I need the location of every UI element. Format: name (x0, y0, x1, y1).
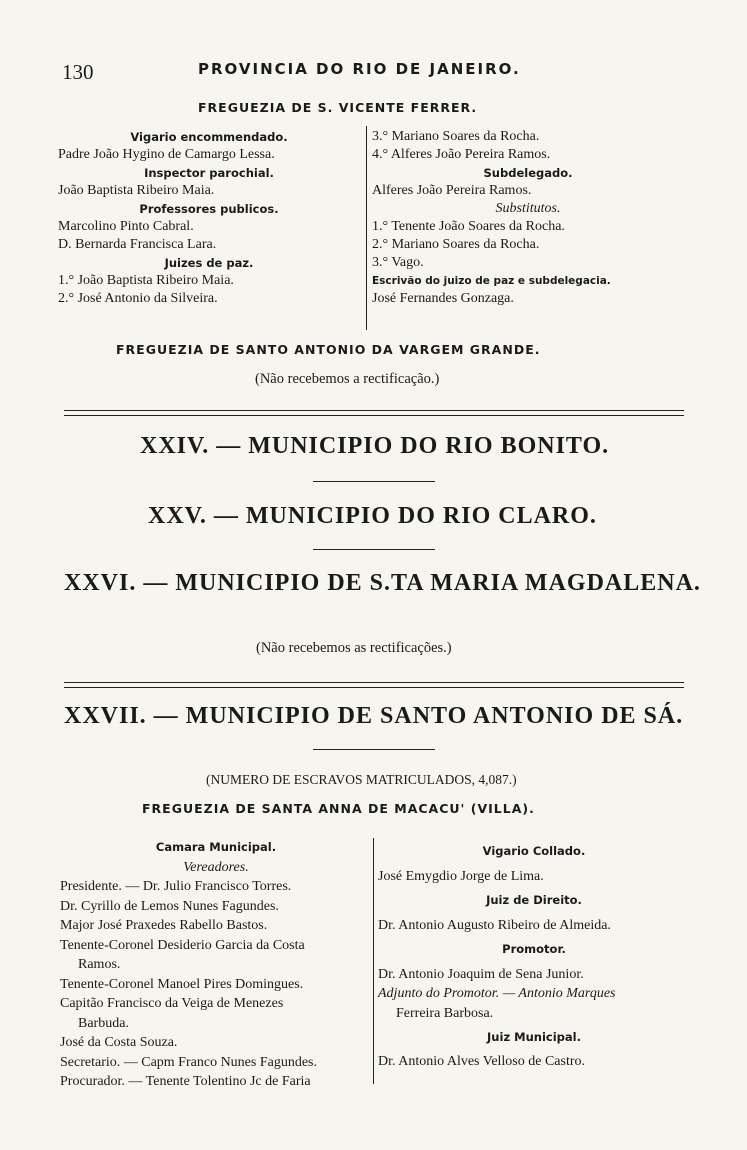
section-heading: Escrivão do juizo de paz e subdelegacia. (372, 275, 611, 287)
section-heading: Juizes de paz. (164, 256, 254, 270)
municipio-note: (Não recebemos as rectificações.) (256, 640, 452, 656)
double-rule-bottom (64, 415, 684, 416)
municipio-title-rio-claro: XXV. — MUNICIPIO DO RIO CLARO. (148, 503, 597, 529)
section-heading: Promotor. (502, 942, 566, 956)
entry: Major José Praxedes Rabello Bastos. (60, 918, 268, 933)
municipio-title-santa-maria-magdalena: XXVI. — MUNICIPIO DE S.TA MARIA MAGDALENA. (64, 570, 701, 596)
entry: 1.° João Baptista Ribeiro Maia. (58, 273, 234, 288)
section-heading: Professores publicos. (139, 202, 279, 216)
entry: D. Bernarda Francisca Lara. (58, 237, 217, 252)
municipio-title-santo-antonio-de-sa: XXVII. — MUNICIPIO DE SANTO ANTONIO DE SÁ. (64, 703, 684, 729)
entry: Procurador. — Tenente Tolentino Jc de Faria (60, 1074, 311, 1089)
entry: 3.° Vago. (372, 255, 424, 270)
section-heading: Vigario encommendado. (130, 130, 288, 144)
short-rule (313, 549, 435, 550)
column-divider (366, 126, 367, 330)
parish-title-sao-vicente: FREGUEZIA DE S. VICENTE FERRER. (198, 100, 478, 115)
entry: José da Costa Souza. (60, 1035, 178, 1050)
column-divider (373, 838, 374, 1084)
entry: Alferes João Pereira Ramos. (372, 183, 532, 198)
section-heading: Camara Municipal. (155, 840, 277, 854)
page-number: 130 (62, 60, 94, 84)
section-heading: Inspector parochial. (144, 166, 274, 180)
section-heading: Subdelegado. (483, 166, 573, 180)
entry: Dr. Antonio Joaquim de Sena Junior. (378, 966, 584, 982)
entry: Ferreira Barbosa. (396, 1005, 494, 1021)
entry: 4.° Alferes João Pereira Ramos. (372, 147, 551, 162)
entry: Secretario. — Capm Franco Nunes Fagundes. (60, 1054, 317, 1070)
double-rule-bottom (64, 687, 684, 688)
parish3-right-column (378, 838, 690, 1071)
entry: José Fernandes Gonzaga. (372, 291, 514, 306)
entry: Adjunto do Promotor. — Antonio Marques (378, 986, 616, 1001)
entry: Presidente. — Dr. Julio Francisco Torres. (60, 879, 292, 894)
section-heading: Vereadores. (183, 859, 249, 875)
section-heading: Substitutos. (495, 201, 561, 216)
parish-title-santa-anna-de-macacu: FREGUEZIA DE SANTA ANNA DE MACACU' (VILLA). (142, 801, 535, 816)
entry: 2.° José Antonio da Silveira. (58, 291, 218, 306)
entry: Dr. Cyrillo de Lemos Nunes Fagundes. (60, 898, 279, 914)
section-heading: Juiz Municipal. (487, 1030, 581, 1044)
municipio-title-rio-bonito: XXIV. — MUNICIPIO DO RIO BONITO. (140, 433, 610, 459)
parish1-left-column (58, 128, 360, 308)
entry: Tenente-Coronel Manoel Pires Domingues. (60, 976, 304, 992)
parish3-left-column (60, 838, 372, 1092)
entry: José Emygdio Jorge de Lima. (378, 868, 544, 884)
entry: Padre João Hygino de Camargo Lessa. (58, 147, 275, 162)
entry: 3.° Mariano Soares da Rocha. (372, 129, 540, 144)
entry: Barbuda. (78, 1015, 129, 1031)
entry: Marcolino Pinto Cabral. (58, 219, 194, 234)
double-rule-top (64, 410, 684, 411)
entry: 1.° Tenente João Soares da Rocha. (372, 219, 565, 234)
entry: Capitão Francisco da Veiga de Menezes (60, 996, 284, 1011)
section-heading: Vigario Collado. (482, 844, 586, 858)
municipio-note: (NUMERO DE ESCRAVOS MATRICULADOS, 4,087.) (206, 772, 517, 787)
section-heading: Juiz de Direito. (486, 893, 582, 907)
short-rule (313, 481, 435, 482)
parish-note: (Não recebemos a rectificação.) (255, 371, 440, 387)
running-title: PROVINCIA DO RIO DE JANEIRO. (198, 60, 521, 78)
entry: 2.° Mariano Soares da Rocha. (372, 237, 540, 252)
parish-title-vargem-grande: FREGUEZIA DE SANTO ANTONIO DA VARGEM GRANDE. (116, 342, 541, 357)
parish1-right-column (372, 128, 684, 308)
entry: João Baptista Ribeiro Maia. (58, 183, 215, 198)
entry: Dr. Antonio Alves Velloso de Castro. (378, 1053, 586, 1069)
short-rule (313, 749, 435, 750)
entry: Dr. Antonio Augusto Ribeiro de Almeida. (378, 917, 611, 933)
entry: Tenente-Coronel Desiderio Garcia da Costa (60, 937, 305, 953)
entry: Ramos. (78, 957, 121, 972)
double-rule-top (64, 682, 684, 683)
